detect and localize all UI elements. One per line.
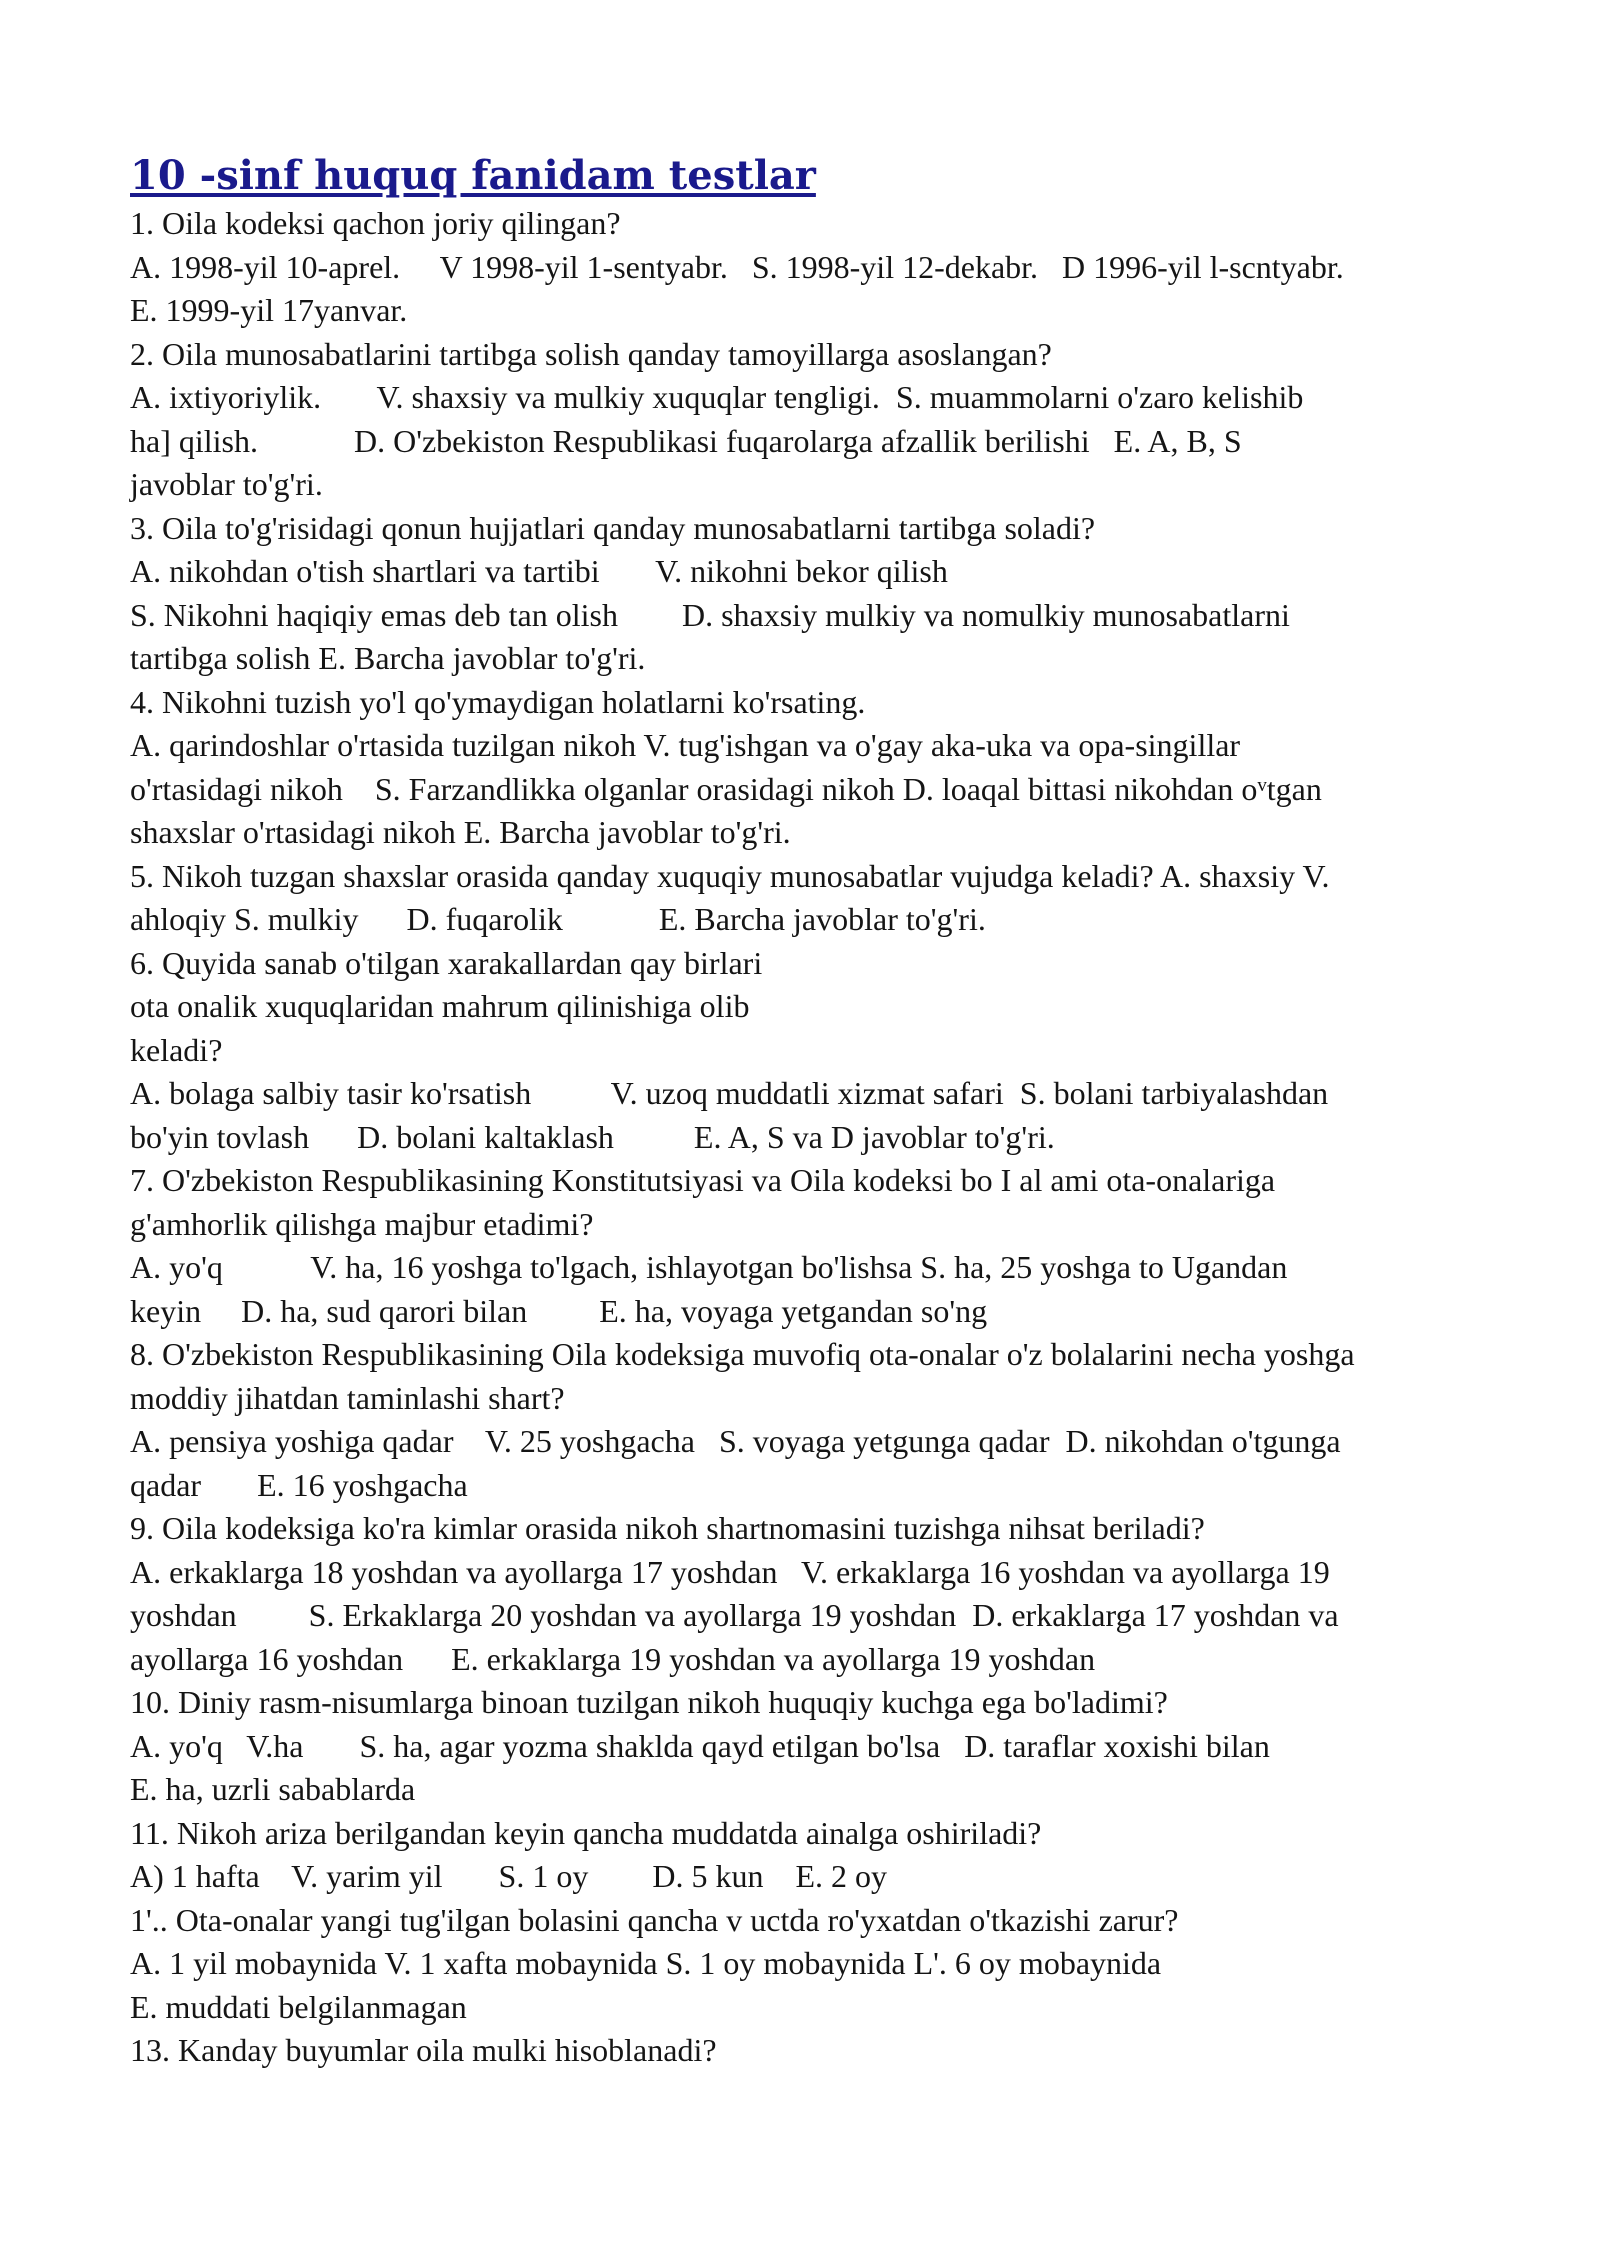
- text-line: A. yo'q V. ha, 16 yoshga to'lgach, ishlayotgan bo'lishsa S. ha, 25 yoshga to Ugandan: [130, 1249, 1288, 1285]
- text-line: 6. Quyida sanab o'tilgan xarakallardan qay birlari: [130, 944, 763, 981]
- text-line: S. Nikohni haqiqiy emas deb tan olish D. shaxsiy mulkiy va nomulkiy munosabatlarni: [130, 596, 1290, 633]
- text-line: E. muddati belgilanmagan: [130, 1988, 467, 2025]
- text-line: tartibga solish E. Barcha javoblar to'g'ri.: [130, 640, 646, 676]
- text-line: A. pensiya yoshiga qadar V. 25 yoshgacha S. voyaga yetgunga qadar D. nikohdan o'tgunga: [130, 1423, 1341, 1459]
- text-line: A. bolaga salbiy tasir ko'rsatish V. uzoq muddatli xizmat safari S. bolani tarbiyalashdan: [130, 1075, 1329, 1111]
- text-line: 2. Oila munosabatlarini tartibga solish qanday tamoyillarga asoslangan?: [130, 335, 1052, 372]
- text-line: 13. Kanday buyumlar oila mulki hisoblanadi?: [130, 2032, 717, 2068]
- text-line: shaxslar o'rtasidagi nikoh E. Barcha javoblar to'g'ri.: [130, 814, 791, 850]
- text-line: ota onalik xuquqlaridan mahrum qilinishiga olib: [130, 988, 750, 1024]
- text-line: E. 1999-yil 17yanvar.: [130, 292, 408, 328]
- text-line: A. nikohdan o'tish shartlari va tartibi V. nikohni bekor qilish: [130, 553, 948, 589]
- text-line: bo'yin tovlash D. bolani kaltaklash E. A, S va D javoblar to'g'ri.: [130, 1118, 1055, 1155]
- text-line: A) 1 hafta V. yarim yil S. 1 oy D. 5 kun E. 2 oy: [130, 1858, 887, 1894]
- text-line: A. ixtiyoriylik. V. shaxsiy va mulkiy xuquqlar tengligi. S. muammolarni o'zaro kelishib: [130, 379, 1304, 415]
- text-line: 1'.. Ota-onalar yangi tug'ilgan bolasini qancha v uctda ro'yxatdan o'tkazishi zarur?: [130, 1901, 1179, 1938]
- text-line: ayollarga 16 yoshdan E. erkaklarga 19 yoshdan va ayollarga 19 yoshdan: [130, 1640, 1096, 1677]
- text-line: keladi?: [130, 1031, 223, 1068]
- text-line: qadar E. 16 yoshgacha: [130, 1466, 468, 1503]
- test-document: [130, 150, 1490, 2073]
- text-line: javoblar to'g'ri.: [130, 466, 323, 502]
- text-line: ahloqiy S. mulkiy D. fuqarolik E. Barcha javoblar to'g'ri.: [130, 901, 986, 937]
- document-title: 10 -sinf huquq fanidam testlar: [130, 152, 816, 199]
- text-line: 1. Oila kodeksi qachon joriy qilingan?: [130, 205, 621, 241]
- text-line: A. 1998-yil 10-aprel. V 1998-yil 1-sentyabr. S. 1998-yil 12-dekabr. D 1996-yil l-scntyabr.: [130, 248, 1344, 285]
- text-line: 4. Nikohni tuzish yo'l qo'ymaydigan holatlarni ko'rsating.: [130, 683, 866, 720]
- text-line: 9. Oila kodeksiga ko'ra kimlar orasida nikoh shartnomasini tuzishga nihsat beriladi?: [130, 1510, 1205, 1546]
- text-line: 7. O'zbekiston Respublikasining Konstitutsiyasi va Oila kodeksi bo I al ami ota-onalariga: [130, 1162, 1276, 1198]
- text-line: o'rtasidagi nikoh S. Farzandlikka olganlar orasidagi nikoh D. loaqal bittasi nikohdan oᵛtgan: [130, 770, 1322, 807]
- text-line: keyin D. ha, sud qarori bilan E. ha, voyaga yetgandan so'ng: [130, 1292, 988, 1329]
- text-line: E. ha, uzrli sabablarda: [130, 1771, 416, 1807]
- text-line: moddiy jihatdan taminlashi shart?: [130, 1379, 565, 1416]
- document-body: [130, 202, 1490, 2073]
- text-line: g'amhorlik qilishga majbur etadimi?: [130, 1205, 594, 1242]
- text-line: 8. O'zbekiston Respublikasining Oila kodeksiga muvofiq ota-onalar o'z bolalarini necha yoshga: [130, 1336, 1355, 1372]
- text-line: 11. Nikoh ariza berilgandan keyin qancha muddatda ainalga oshiriladi?: [130, 1814, 1042, 1851]
- text-line: A. qarindoshlar o'rtasida tuzilgan nikoh V. tug'ishgan va o'gay aka-uka va opa-singillar: [130, 727, 1241, 763]
- text-line: 10. Diniy rasm-nisumlarga binoan tuzilgan nikoh huquqiy kuchga ega bo'ladimi?: [130, 1684, 1168, 1720]
- text-line: 5. Nikoh tuzgan shaxslar orasida qanday xuquqiy munosabatlar vujudga keladi? A. shaxsiy V.: [130, 857, 1330, 894]
- text-line: A. yo'q V.ha S. ha, agar yozma shaklda qayd etilgan bo'lsa D. taraflar xoxishi bilan: [130, 1727, 1270, 1764]
- text-line: A. erkaklarga 18 yoshdan va ayollarga 17 yoshdan V. erkaklarga 16 yoshdan va ayollarga 19: [130, 1553, 1330, 1590]
- text-line: A. 1 yil mobaynida V. 1 xafta mobaynida S. 1 oy mobaynida L'. 6 oy mobaynida: [130, 1945, 1162, 1981]
- text-line: 3. Oila to'g'risidagi qonun hujjatlari qanday munosabatlarni tartibga soladi?: [130, 509, 1096, 546]
- text-line: ha] qilish. D. O'zbekiston Respublikasi fuqarolarga afzallik berilishi E. A, B, S: [130, 422, 1242, 459]
- text-line: yoshdan S. Erkaklarga 20 yoshdan va ayollarga 19 yoshdan D. erkaklarga 17 yoshdan va: [130, 1597, 1339, 1633]
